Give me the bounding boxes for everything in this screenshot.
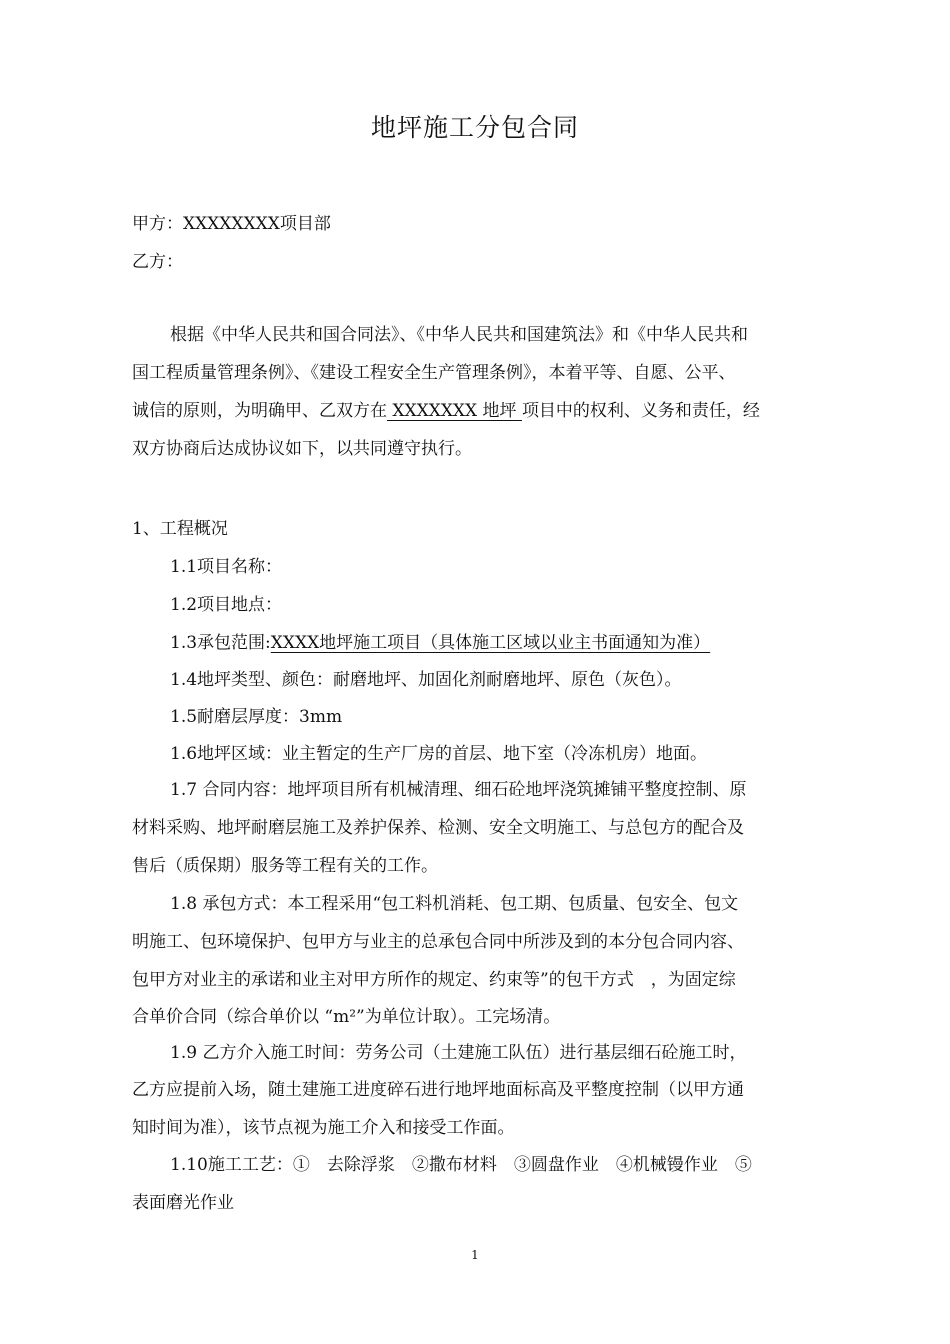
item-1-3 xyxy=(170,624,822,662)
preamble-line-3-post: 项目中的权利、义务和责任，经 xyxy=(521,401,760,421)
item-1-3-label: 1.3承包范围: xyxy=(170,633,271,653)
item-1-1: 1.1项目名称： xyxy=(170,557,283,577)
item-1-8-line-1: 1.8 承包方式：本工程采用“包工料机消耗、包工期、包质量、包安全、包文 xyxy=(170,894,739,914)
item-1-9-line-2: 乙方应提前入场，随土建施工进度碎石进行地坪地面标高及平整度控制（以甲方通 xyxy=(132,1080,744,1100)
project-name-underlined: XXXXXXX 地坪 xyxy=(387,401,522,421)
item-1-6: 1.6地坪区域：业主暂定的生产厂房的首层、地下室（冷冻机房）地面。 xyxy=(170,744,708,764)
item-1-7-line-1: 1.7 合同内容：地坪项目所有机械清理、细石砼地坪浇筑摊铺平整度控制、原 xyxy=(170,780,747,800)
preamble-line-1: 根据《中华人民共和国合同法》、《中华人民共和国建筑法》和《中华人民共和 xyxy=(170,325,748,345)
item-1-3-value: XXXX地坪施工项目（具体施工区域以业主书面通知为准） xyxy=(270,633,711,653)
page-number: 1 xyxy=(471,1248,479,1262)
preamble-line-3 xyxy=(132,392,822,430)
preamble-line-2: 国工程质量管理条例》、《建设工程安全生产管理条例》，本着平等、自愿、公平、 xyxy=(132,363,736,383)
preamble-line-4: 双方协商后达成协议如下，以共同遵守执行。 xyxy=(132,439,472,459)
section-heading: 1、工程概况 xyxy=(132,519,228,539)
item-1-2: 1.2项目地点： xyxy=(170,595,283,615)
item-1-7-line-3: 售后（质保期）服务等工程有关的工作。 xyxy=(132,856,438,876)
preamble-line-3-pre: 诚信的原则，为明确甲、乙双方在 xyxy=(132,401,387,421)
item-1-10-line-2: 表面磨光作业 xyxy=(132,1193,234,1213)
item-1-9-line-1: 1.9 乙方介入施工时间：劳务公司（土建施工队伍）进行基层细石砼施工时， xyxy=(170,1043,747,1063)
item-1-5: 1.5耐磨层厚度：3mm xyxy=(170,707,343,727)
item-1-8-line-4: 合单价合同（综合单价以 “m²”为单位计取）。工完场清。 xyxy=(132,1007,561,1027)
item-1-8-line-3: 包甲方对业主的承诺和业主对甲方所作的规定、约束等”的包干方式 ，为固定综 xyxy=(132,970,736,990)
item-1-9-line-3: 知时间为准），该节点视为施工介入和接受工作面。 xyxy=(132,1118,515,1138)
item-1-4: 1.4地坪类型、颜色：耐磨地坪、加固化剂耐磨地坪、原色（灰色）。 xyxy=(170,670,682,690)
item-1-7-line-2: 材料采购、地坪耐磨层施工及养护保养、检测、安全文明施工、与总包方的配合及 xyxy=(132,818,744,838)
document-title: 地坪施工分包合同 xyxy=(370,113,579,142)
item-1-10-line-1: 1.10施工工艺：① 去除浮浆 ②撒布材料 ③圆盘作业 ④机械镘作业 ⑤ xyxy=(170,1155,752,1175)
party-b: 乙方： xyxy=(132,252,183,272)
party-a: 甲方：XXXXXXXX项目部 xyxy=(132,214,331,234)
item-1-8-line-2: 明施工、包环境保护、包甲方与业主的总承包合同中所涉及到的本分包合同内容、 xyxy=(132,932,744,952)
